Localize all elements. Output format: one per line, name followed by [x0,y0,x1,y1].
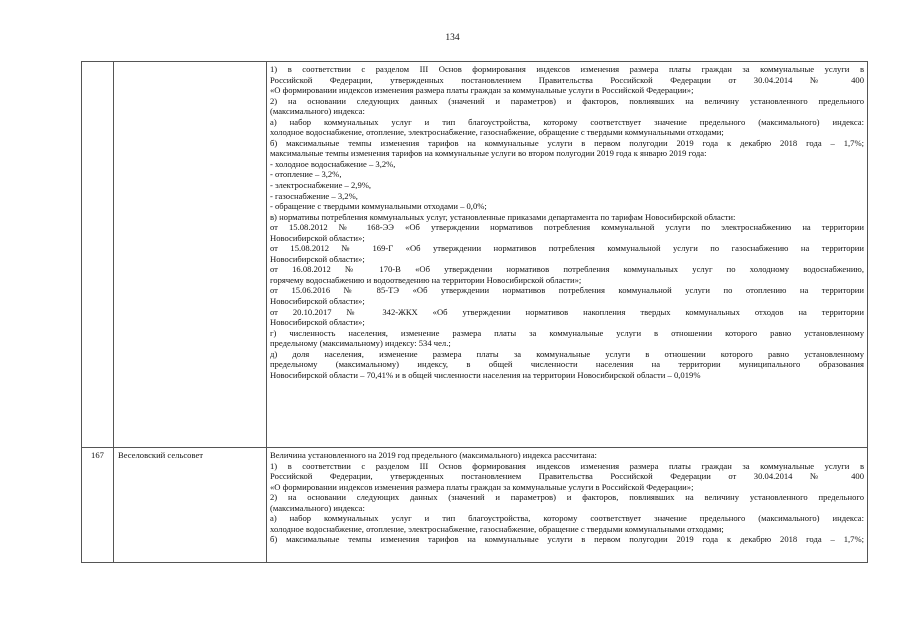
text-line: «О формировании индексов изменения размера платы граждан за коммунальные услуги в Российской Федерации»; [270,481,694,492]
text-line: Новосибирской области – 70,41% и в общей численности населения на территории Новосибирской области – 0,019% [270,369,701,380]
text-line: максимальные темпы изменения тарифов на коммунальные услуги во втором полугодии 2019 года к январю 2019 года: [270,148,707,159]
index-table [81,61,868,563]
page-number: 134 [445,33,460,43]
rationale-text [270,450,864,545]
text-line: Российской Федерации, утвержденных постановлением Правительства Российской Федерации от 30.04.2014 № 400 [270,471,864,482]
text-line: 1) в соответствии с разделом III Основ формирования индексов изменения размера платы граждан за коммунальные услуги в [270,460,864,471]
text-line: д) доля населения, изменение размера платы за коммунальные услуги в отношении которого равно установленному [270,348,864,359]
text-line: 2) на основании следующих данных (значений и параметров) и факторов, повлиявших на величину установленного предельного [270,492,864,503]
text-line: 2) на основании следующих данных (значений и параметров) и факторов, повлиявших на величину установленного предельного [270,95,864,106]
text-line: от 16.08.2012 № 170-В «Об утверждении нормативов потребления коммунальных услуг по холодному водоснабжению, [270,264,864,275]
row-number-cell: 167 [82,448,114,563]
text-line: Величина установленного на 2019 год предельного (максимального) индекса рассчитана: [270,450,597,460]
text-line: - холодное водоснабжение – 3,2%, [270,158,396,169]
text-line: Российской Федерации, утвержденных постановлением Правительства Российской Федерации от 30.04.2014 № 400 [270,74,864,85]
text-line: от 15.06.2016 № 85-ТЭ «Об утверждении нормативов потребления коммунальной услуги по отоплению на территории [270,285,864,296]
table-row [82,448,868,563]
text-line: Новосибирской области»; [270,253,365,264]
text-line: холодное водоснабжение, отопление, электроснабжение, газоснабжение, обращение с твердыми коммунальными отходами; [270,127,724,138]
text-line: от 20.10.2017 № 342-ЖКХ «Об утверждении нормативов накопления твердых коммунальных отходов на территории [270,306,864,317]
text-line: - газоснабжение – 3,2%, [270,190,358,201]
index-rationale-cell [267,448,868,563]
text-line: а) набор коммунальных услуг и тип благоустройства, которому соответствует значение предельного (максимального) индекса: [270,116,864,127]
rationale-text [270,64,864,380]
text-line: предельному (максимальному) индексу: 534 чел.; [270,338,451,349]
text-line: (максимального) индекса: [270,106,365,117]
text-line: Новосибирской области»; [270,296,365,307]
table-row [82,62,868,448]
text-line: - электроснабжение – 2,9%, [270,180,372,191]
text-line: в) нормативы потребления коммунальных услуг, установленные приказами департамента по тарифам Новосибирской области: [270,211,736,222]
text-line: горячему водоснабжению и водоотведению на территории Новосибирской области»; [270,274,582,285]
text-line: б) максимальные темпы изменения тарифов на коммунальные услуги в первом полугодии 2019 года к декабрю 2018 года – 1,7%; [270,137,864,148]
text-line: от 15.08.2012 № 168-ЭЭ «Об утверждении нормативов потребления коммунальной услуги по электроснабжению на территории [270,222,864,233]
municipality-name-cell: Веселовский сельсовет [114,448,267,563]
text-line: - обращение с твердыми коммунальными отходами – 0,0%; [270,201,487,212]
text-line: (максимального) индекса: [270,502,365,513]
index-rationale-cell [267,62,868,448]
municipality-name-cell [114,62,267,448]
text-line: б) максимальные темпы изменения тарифов на коммунальные услуги в первом полугодии 2019 года к декабрю 2018 года – 1,7%; [270,534,864,545]
text-line: Новосибирской области»; [270,232,365,243]
text-line: «О формировании индексов изменения размера платы граждан за коммунальные услуги в Российской Федерации»; [270,85,694,96]
row-number-cell [82,62,114,448]
text-line: г) численность населения, изменение размера платы за коммунальные услуги в отношении которого равно установленному [270,327,864,338]
text-line: - отопление – 3,2%, [270,169,342,180]
text-line: Новосибирской области»; [270,317,365,328]
text-line: от 15.08.2012 № 169-Г «Об утверждении нормативов потребления коммунальной услуги по газоснабжению на территории [270,243,864,254]
text-line: 1) в соответствии с разделом III Основ формирования индексов изменения размера платы граждан за коммунальные услуги в [270,64,864,74]
text-line: а) набор коммунальных услуг и тип благоустройства, которому соответствует значение предельного (максимального) индекса: [270,513,864,524]
text-line: предельному (максимальному) индексу, в общей численности населения на территории муниципального образования [270,359,864,370]
text-line: холодное водоснабжение, отопление, электроснабжение, газоснабжение, обращение с твердыми коммунальными отходами; [270,523,724,534]
